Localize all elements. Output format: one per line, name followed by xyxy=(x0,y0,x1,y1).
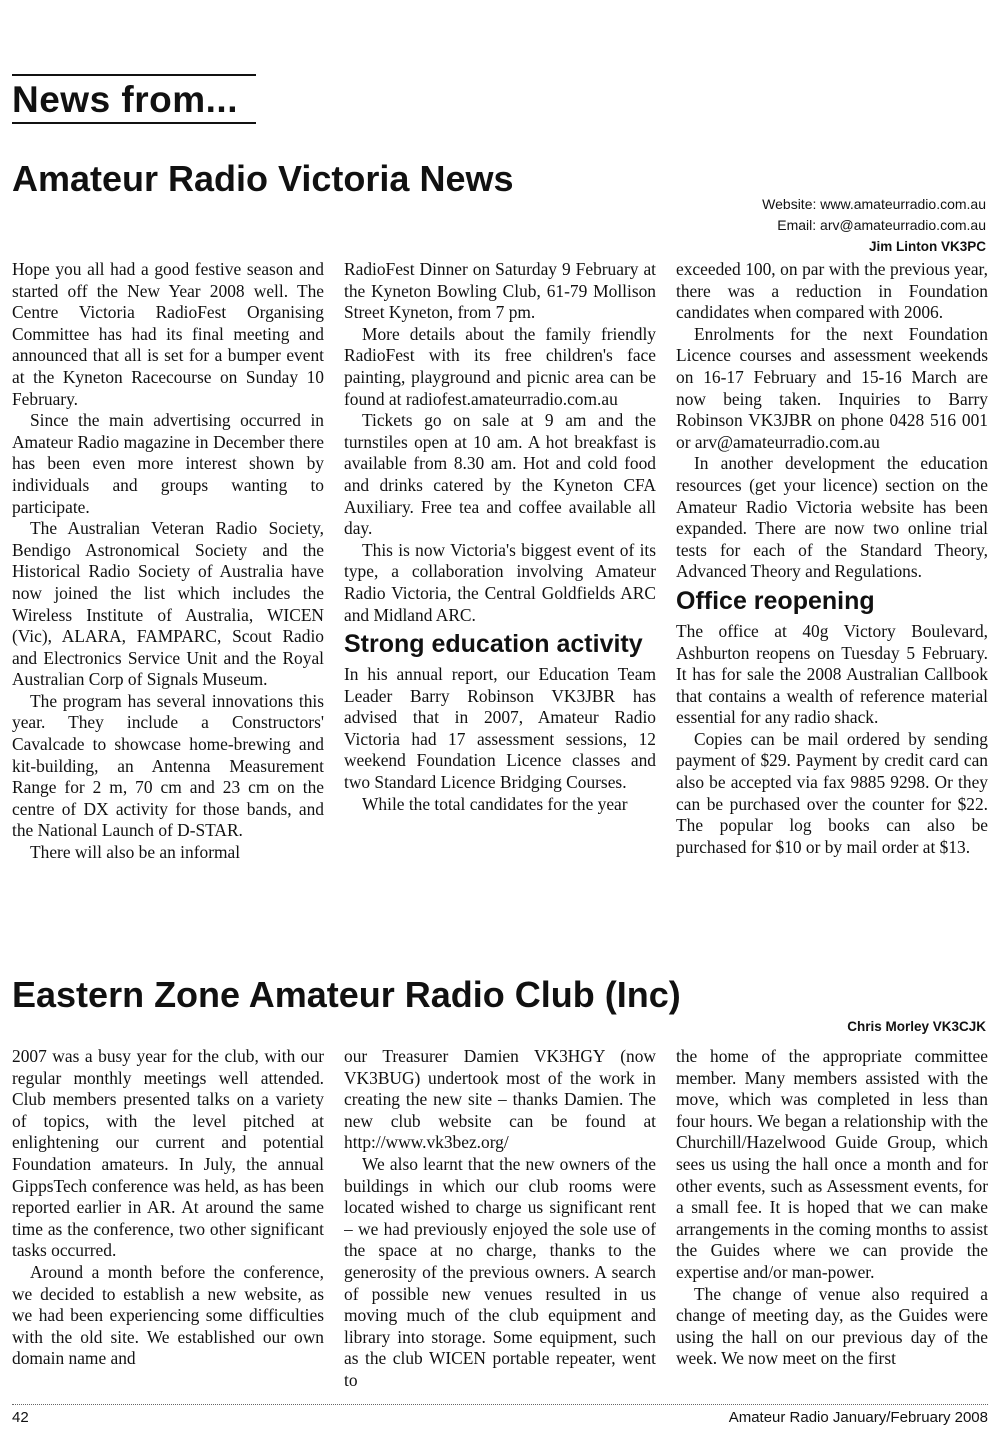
article-byline xyxy=(762,194,986,257)
paragraph: Hope you all had a good festive season and started off the New Year 2008 well. The Centre Victoria RadioFest Organising Committee has had its final meeting and announced that all is set for a bumper event at the Kyneton Racecourse on Sunday 10 February. xyxy=(12,259,324,409)
article-title: Eastern Zone Amateur Radio Club (Inc) xyxy=(12,974,681,1015)
page-footer xyxy=(12,1404,988,1427)
section-label: News from... xyxy=(12,74,256,124)
paragraph: In another development the education resources (get your licence) section on the Amateur Radio Victoria website has been expanded. There are now two online trial tests for each of the Standard Theory, Advanced Theory and Regulations. xyxy=(676,453,988,582)
article2-column-2 xyxy=(344,1046,656,1398)
article1-column-1 xyxy=(12,259,324,914)
paragraph: This is now Victoria's biggest event of its type, a collaboration involving Amateur Radio Victoria, the Central Goldfields ARC and Midland ARC. xyxy=(344,539,656,625)
page-number: 42 xyxy=(12,1409,29,1426)
paragraph: More details about the family friendly RadioFest with its free children's face painting, playground and picnic area can be found at radiofest.amateurradio.com.au xyxy=(344,323,656,409)
paragraph: We also learnt that the new owners of the buildings in which our club rooms were located wished to charge us significant rent – we had previously enjoyed the sole use of the space at no charge, thanks to the generosity of the previous owners. A search of possible new venues resulted in us moving much of the club equipment and library into storage. Some equipment, such as the club WICEN portable repeater, went to xyxy=(344,1153,656,1390)
paragraph: The office at 40g Victory Boulevard, Ashburton reopens on Tuesday 5 February. It has for sale the 2008 Australian Callbook that contains a wealth of reference material essential for any radio shack. xyxy=(676,620,988,728)
paragraph: Since the main advertising occurred in Amateur Radio magazine in December there has been even more interest shown by individuals and groups wanting to participate. xyxy=(12,410,324,517)
paragraph: exceeded 100, on par with the previous year, there was a reduction in Foundation candidates when compared with 2006. xyxy=(676,259,988,323)
article-byline xyxy=(847,1016,986,1037)
article2-column-1 xyxy=(12,1046,324,1398)
paragraph: Enrolments for the next Foundation Licence courses and assessment weekends on 16-17 February and 15-16 March are now being taken. Inquiries to Barry Robinson VK3JBR on phone 0428 516 001 or arv@amateurradio.com.au xyxy=(676,323,988,452)
paragraph: In his annual report, our Education Team Leader Barry Robinson VK3JBR has advised that in 2007, Amateur Radio Victoria had 17 assessment sessions, 12 weekend Foundation Licence classes and two Standard Licence Bridging Courses. xyxy=(344,664,656,793)
paragraph: the home of the appropriate committee member. Many members assisted with the move, which was completed in less than four hours. We began a relationship with the Churchill/Hazelwood Guide Group, which sees us using the hall once a month and for other events, such as Assessment events, for a small fee. It is hoped that we can make arrangements in the coming months to assist the Guides where we can provide the expertise and/or man-power. xyxy=(676,1046,988,1282)
subheading-education: Strong education activity xyxy=(344,630,643,659)
author-name: Jim Linton VK3PC xyxy=(868,239,986,254)
paragraph: our Treasurer Damien VK3HGY (now VK3BUG) undertook most of the work in creating the new site – thanks Damien. The new club website can be found at http://www.vk3bez.org/ xyxy=(344,1046,656,1153)
publication-name: Amateur Radio January/February 2008 xyxy=(728,1409,988,1426)
subheading-office: Office reopening xyxy=(676,586,875,615)
paragraph: There will also be an informal xyxy=(30,842,241,863)
article2-column-3 xyxy=(676,1046,988,1398)
paragraph: Tickets go on sale at 9 am and the turnstiles open at 10 am. A hot breakfast is available from 8.30 am. Hot and cold food and drinks catered by the Kyneton CFA Auxiliary. Free tea and coffee available all day. xyxy=(344,410,656,539)
paragraph: The program has several innovations this year. They include a Constructors' Cavalcade to showcase home-brewing and kit-building, an Antenna Measurement Range for 2 m, 70 cm and 23 cm on the centre of DX activity for those bands, and the National Launch of D-STAR. xyxy=(12,690,324,841)
paragraph: 2007 was a busy year for the club, with our regular monthly meetings well attended. Club members presented talks on a variety of topics, with the level pitched at enlightening our current and potential Foundation amateurs. In July, the annual GippsTech conference was held, as has been reported earlier in AR. At around the same time as the conference, two other significant tasks occurred. xyxy=(12,1046,324,1261)
article1-column-3 xyxy=(676,259,988,939)
paragraph: The change of venue also required a change of meeting day, as the Guides were using the hall on our previous day of the week. We now meet on the first xyxy=(676,1283,988,1369)
paragraph: Around a month before the conference, we decided to establish a new website, as we had been experiencing some difficulties with the old site. We established our own domain name and xyxy=(12,1261,324,1369)
website-text: Website: www.amateurradio.com.au xyxy=(762,196,986,212)
article1-column-2 xyxy=(344,259,656,914)
paragraph: RadioFest Dinner on Saturday 9 February at the Kyneton Bowling Club, 61-79 Mollison Street Kyneton, from 7 pm. xyxy=(344,259,656,323)
author-name: Chris Morley VK3CJK xyxy=(847,1019,986,1034)
email-text: Email: arv@amateurradio.com.au xyxy=(777,217,986,233)
paragraph: Copies can be mail ordered by sending payment of $29. Payment by credit card can also be accepted via fax 9885 9298. Or they can be purchased over the counter for $22. The popular log books can also be purchased for $10 or by mail order at $13. xyxy=(676,728,988,857)
paragraph: While the total candidates for the year xyxy=(362,793,628,814)
paragraph: The Australian Veteran Radio Society, Bendigo Astronomical Society and the Historical Radio Society of Australia have now joined the list which includes the Wireless Institute of Australia, WICEN (Vic), ALARA, FAMPARC, Scout Radio and Electronics Service Unit and the Royal Australian Corp of Signals Museum. xyxy=(12,518,324,690)
article-title: Amateur Radio Victoria News xyxy=(12,158,514,199)
